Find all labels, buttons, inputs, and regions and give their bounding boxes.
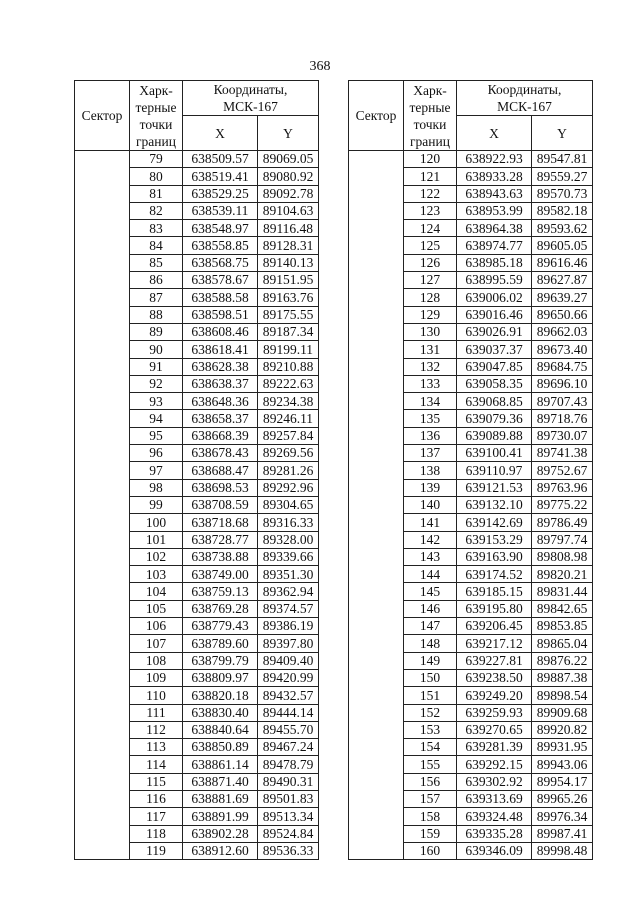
x-cell: 638830.40 bbox=[183, 704, 258, 721]
x-cell: 638799.79 bbox=[183, 652, 258, 669]
point-cell: 155 bbox=[404, 756, 457, 773]
point-cell: 96 bbox=[130, 445, 183, 462]
point-cell: 115 bbox=[130, 773, 183, 790]
point-cell: 140 bbox=[404, 496, 457, 513]
y-cell: 89175.55 bbox=[258, 306, 319, 323]
x-cell: 638509.57 bbox=[183, 151, 258, 168]
x-cell: 638820.18 bbox=[183, 687, 258, 704]
y-cell: 89444.14 bbox=[258, 704, 319, 721]
y-cell: 89455.70 bbox=[258, 721, 319, 738]
y-cell: 89593.62 bbox=[532, 220, 593, 237]
coords-header bbox=[183, 81, 319, 116]
point-cell: 136 bbox=[404, 427, 457, 444]
y-cell: 89920.82 bbox=[532, 721, 593, 738]
x-cell: 638638.37 bbox=[183, 375, 258, 392]
x-cell: 638608.46 bbox=[183, 323, 258, 340]
x-cell: 639270.65 bbox=[457, 721, 532, 738]
x-cell: 638588.58 bbox=[183, 289, 258, 306]
y-cell: 89786.49 bbox=[532, 514, 593, 531]
x-cell: 639174.52 bbox=[457, 566, 532, 583]
y-cell: 89362.94 bbox=[258, 583, 319, 600]
x-cell: 638519.41 bbox=[183, 168, 258, 185]
x-cell: 638568.75 bbox=[183, 254, 258, 271]
right-table-body bbox=[349, 151, 593, 860]
x-cell: 639249.20 bbox=[457, 687, 532, 704]
x-cell: 638678.43 bbox=[183, 445, 258, 462]
x-cell: 638769.28 bbox=[183, 600, 258, 617]
point-cell: 148 bbox=[404, 635, 457, 652]
x-cell: 638698.53 bbox=[183, 479, 258, 496]
point-cell: 149 bbox=[404, 652, 457, 669]
point-cell: 142 bbox=[404, 531, 457, 548]
y-cell: 89639.27 bbox=[532, 289, 593, 306]
x-cell: 639089.88 bbox=[457, 427, 532, 444]
x-cell: 638809.97 bbox=[183, 669, 258, 686]
point-cell: 138 bbox=[404, 462, 457, 479]
y-cell: 89269.56 bbox=[258, 445, 319, 462]
x-cell: 638749.00 bbox=[183, 566, 258, 583]
x-cell: 639142.69 bbox=[457, 514, 532, 531]
page-number: 368 bbox=[309, 59, 331, 74]
y-cell: 89386.19 bbox=[258, 618, 319, 635]
point-cell: 131 bbox=[404, 341, 457, 358]
y-cell: 89605.05 bbox=[532, 237, 593, 254]
point-cell: 119 bbox=[130, 842, 183, 859]
point-cell: 89 bbox=[130, 323, 183, 340]
point-cell: 107 bbox=[130, 635, 183, 652]
x-cell: 638871.40 bbox=[183, 773, 258, 790]
point-cell: 101 bbox=[130, 531, 183, 548]
table-row bbox=[75, 151, 319, 168]
point-cell: 85 bbox=[130, 254, 183, 271]
x-cell: 638648.36 bbox=[183, 393, 258, 410]
x-cell: 638789.60 bbox=[183, 635, 258, 652]
point-cell: 122 bbox=[404, 185, 457, 202]
y-cell: 89478.79 bbox=[258, 756, 319, 773]
y-cell: 89775.22 bbox=[532, 496, 593, 513]
x-cell: 639163.90 bbox=[457, 548, 532, 565]
y-cell: 89752.67 bbox=[532, 462, 593, 479]
y-cell: 89673.40 bbox=[532, 341, 593, 358]
x-cell: 638728.77 bbox=[183, 531, 258, 548]
y-cell: 89808.98 bbox=[532, 548, 593, 565]
x-cell: 639313.69 bbox=[457, 790, 532, 807]
point-cell: 127 bbox=[404, 272, 457, 289]
y-header: Y bbox=[532, 116, 593, 151]
point-cell: 114 bbox=[130, 756, 183, 773]
point-cell: 147 bbox=[404, 618, 457, 635]
point-cell: 159 bbox=[404, 825, 457, 842]
point-cell: 106 bbox=[130, 618, 183, 635]
point-cell: 102 bbox=[130, 548, 183, 565]
point-cell: 100 bbox=[130, 514, 183, 531]
x-cell: 638985.18 bbox=[457, 254, 532, 271]
y-cell: 89741.38 bbox=[532, 445, 593, 462]
x-cell: 639227.81 bbox=[457, 652, 532, 669]
x-header: X bbox=[183, 116, 258, 151]
x-cell: 639079.36 bbox=[457, 410, 532, 427]
point-cell: 90 bbox=[130, 341, 183, 358]
y-cell: 89432.57 bbox=[258, 687, 319, 704]
table-row bbox=[349, 151, 593, 168]
point-header bbox=[130, 81, 183, 151]
x-cell: 638708.59 bbox=[183, 496, 258, 513]
y-cell: 89696.10 bbox=[532, 375, 593, 392]
point-cell: 139 bbox=[404, 479, 457, 496]
point-cell: 146 bbox=[404, 600, 457, 617]
y-cell: 89616.46 bbox=[532, 254, 593, 271]
y-cell: 89853.85 bbox=[532, 618, 593, 635]
point-cell: 105 bbox=[130, 600, 183, 617]
y-cell: 89140.13 bbox=[258, 254, 319, 271]
point-cell: 153 bbox=[404, 721, 457, 738]
x-cell: 638618.41 bbox=[183, 341, 258, 358]
y-cell: 89559.27 bbox=[532, 168, 593, 185]
point-cell: 129 bbox=[404, 306, 457, 323]
x-cell: 638759.13 bbox=[183, 583, 258, 600]
x-cell: 639335.28 bbox=[457, 825, 532, 842]
y-cell: 89490.31 bbox=[258, 773, 319, 790]
y-cell: 89650.66 bbox=[532, 306, 593, 323]
sector-cell bbox=[75, 151, 130, 860]
sector-cell bbox=[349, 151, 404, 860]
point-cell: 144 bbox=[404, 566, 457, 583]
x-cell: 639292.15 bbox=[457, 756, 532, 773]
x-cell: 638964.38 bbox=[457, 220, 532, 237]
point-cell: 117 bbox=[130, 808, 183, 825]
point-cell: 130 bbox=[404, 323, 457, 340]
y-cell: 89328.00 bbox=[258, 531, 319, 548]
point-cell: 82 bbox=[130, 202, 183, 219]
point-cell: 150 bbox=[404, 669, 457, 686]
y-cell: 89820.21 bbox=[532, 566, 593, 583]
y-cell: 89397.80 bbox=[258, 635, 319, 652]
x-cell: 638891.99 bbox=[183, 808, 258, 825]
y-cell: 89409.40 bbox=[258, 652, 319, 669]
x-cell: 639026.91 bbox=[457, 323, 532, 340]
y-cell: 89246.11 bbox=[258, 410, 319, 427]
x-cell: 639185.15 bbox=[457, 583, 532, 600]
y-cell: 89339.66 bbox=[258, 548, 319, 565]
y-cell: 89151.95 bbox=[258, 272, 319, 289]
x-cell: 638953.99 bbox=[457, 202, 532, 219]
x-cell: 639006.02 bbox=[457, 289, 532, 306]
point-cell: 112 bbox=[130, 721, 183, 738]
y-cell: 89898.54 bbox=[532, 687, 593, 704]
y-cell: 89943.06 bbox=[532, 756, 593, 773]
y-cell: 89501.83 bbox=[258, 790, 319, 807]
point-header-line: Харк- bbox=[139, 82, 173, 98]
y-cell: 89987.41 bbox=[532, 825, 593, 842]
point-header-line: терные bbox=[135, 99, 177, 115]
y-cell: 89876.22 bbox=[532, 652, 593, 669]
x-cell: 638840.64 bbox=[183, 721, 258, 738]
x-cell: 638902.28 bbox=[183, 825, 258, 842]
x-cell: 639121.53 bbox=[457, 479, 532, 496]
x-cell: 639068.85 bbox=[457, 393, 532, 410]
point-cell: 141 bbox=[404, 514, 457, 531]
y-cell: 89954.17 bbox=[532, 773, 593, 790]
x-cell: 639206.45 bbox=[457, 618, 532, 635]
y-cell: 89547.81 bbox=[532, 151, 593, 168]
y-cell: 89718.76 bbox=[532, 410, 593, 427]
y-cell: 89684.75 bbox=[532, 358, 593, 375]
point-header-line: границ bbox=[410, 133, 450, 149]
point-cell: 103 bbox=[130, 566, 183, 583]
point-cell: 124 bbox=[404, 220, 457, 237]
point-cell: 98 bbox=[130, 479, 183, 496]
y-cell: 89931.95 bbox=[532, 739, 593, 756]
point-cell: 111 bbox=[130, 704, 183, 721]
y-cell: 89116.48 bbox=[258, 220, 319, 237]
point-cell: 92 bbox=[130, 375, 183, 392]
x-cell: 638943.63 bbox=[457, 185, 532, 202]
x-cell: 638548.97 bbox=[183, 220, 258, 237]
y-cell: 89316.33 bbox=[258, 514, 319, 531]
coords-header-line: Координаты, bbox=[213, 82, 288, 97]
x-cell: 639195.80 bbox=[457, 600, 532, 617]
x-cell: 638933.28 bbox=[457, 168, 532, 185]
y-cell: 89092.78 bbox=[258, 185, 319, 202]
x-cell: 638598.51 bbox=[183, 306, 258, 323]
x-cell: 638912.60 bbox=[183, 842, 258, 859]
y-cell: 89965.26 bbox=[532, 790, 593, 807]
y-cell: 89763.96 bbox=[532, 479, 593, 496]
point-cell: 80 bbox=[130, 168, 183, 185]
point-cell: 143 bbox=[404, 548, 457, 565]
y-cell: 89842.65 bbox=[532, 600, 593, 617]
point-cell: 132 bbox=[404, 358, 457, 375]
y-cell: 89797.74 bbox=[532, 531, 593, 548]
y-cell: 89865.04 bbox=[532, 635, 593, 652]
point-cell: 125 bbox=[404, 237, 457, 254]
y-header: Y bbox=[258, 116, 319, 151]
y-cell: 89222.63 bbox=[258, 375, 319, 392]
point-cell: 88 bbox=[130, 306, 183, 323]
point-cell: 158 bbox=[404, 808, 457, 825]
point-cell: 123 bbox=[404, 202, 457, 219]
point-cell: 134 bbox=[404, 393, 457, 410]
x-cell: 638658.37 bbox=[183, 410, 258, 427]
x-cell: 639100.41 bbox=[457, 445, 532, 462]
x-cell: 639047.85 bbox=[457, 358, 532, 375]
y-cell: 89707.43 bbox=[532, 393, 593, 410]
coords-header bbox=[457, 81, 593, 116]
sector-header: Сектор bbox=[349, 81, 404, 151]
coordinates-table-right bbox=[348, 80, 593, 860]
x-cell: 639324.48 bbox=[457, 808, 532, 825]
coords-header-line: Координаты, bbox=[487, 82, 562, 97]
x-cell: 639302.92 bbox=[457, 773, 532, 790]
x-cell: 638668.39 bbox=[183, 427, 258, 444]
point-cell: 104 bbox=[130, 583, 183, 600]
coords-header-line: МСК-167 bbox=[497, 99, 552, 114]
x-cell: 638850.89 bbox=[183, 739, 258, 756]
y-cell: 89292.96 bbox=[258, 479, 319, 496]
point-cell: 86 bbox=[130, 272, 183, 289]
y-cell: 89069.05 bbox=[258, 151, 319, 168]
x-cell: 638922.93 bbox=[457, 151, 532, 168]
point-header bbox=[404, 81, 457, 151]
x-cell: 639037.37 bbox=[457, 341, 532, 358]
point-cell: 151 bbox=[404, 687, 457, 704]
y-cell: 89909.68 bbox=[532, 704, 593, 721]
point-cell: 84 bbox=[130, 237, 183, 254]
y-cell: 89281.26 bbox=[258, 462, 319, 479]
y-cell: 89662.03 bbox=[532, 323, 593, 340]
x-cell: 638688.47 bbox=[183, 462, 258, 479]
x-cell: 639110.97 bbox=[457, 462, 532, 479]
y-cell: 89374.57 bbox=[258, 600, 319, 617]
x-cell: 639217.12 bbox=[457, 635, 532, 652]
y-cell: 89627.87 bbox=[532, 272, 593, 289]
point-cell: 120 bbox=[404, 151, 457, 168]
x-cell: 639153.29 bbox=[457, 531, 532, 548]
x-cell: 639016.46 bbox=[457, 306, 532, 323]
x-cell: 639058.35 bbox=[457, 375, 532, 392]
x-cell: 639346.09 bbox=[457, 842, 532, 859]
y-cell: 89730.07 bbox=[532, 427, 593, 444]
point-cell: 154 bbox=[404, 739, 457, 756]
x-cell: 638628.38 bbox=[183, 358, 258, 375]
point-cell: 110 bbox=[130, 687, 183, 704]
point-cell: 118 bbox=[130, 825, 183, 842]
point-cell: 135 bbox=[404, 410, 457, 427]
point-header-line: Харк- bbox=[413, 82, 447, 98]
point-cell: 121 bbox=[404, 168, 457, 185]
x-cell: 639281.39 bbox=[457, 739, 532, 756]
y-cell: 89210.88 bbox=[258, 358, 319, 375]
point-cell: 160 bbox=[404, 842, 457, 859]
point-cell: 99 bbox=[130, 496, 183, 513]
x-cell: 638995.59 bbox=[457, 272, 532, 289]
point-cell: 109 bbox=[130, 669, 183, 686]
coordinates-table-left bbox=[74, 80, 319, 860]
y-cell: 89080.92 bbox=[258, 168, 319, 185]
x-cell: 638529.25 bbox=[183, 185, 258, 202]
y-cell: 89536.33 bbox=[258, 842, 319, 859]
y-cell: 89998.48 bbox=[532, 842, 593, 859]
y-cell: 89887.38 bbox=[532, 669, 593, 686]
point-cell: 116 bbox=[130, 790, 183, 807]
point-cell: 126 bbox=[404, 254, 457, 271]
point-cell: 95 bbox=[130, 427, 183, 444]
y-cell: 89104.63 bbox=[258, 202, 319, 219]
point-cell: 93 bbox=[130, 393, 183, 410]
point-cell: 157 bbox=[404, 790, 457, 807]
point-cell: 91 bbox=[130, 358, 183, 375]
y-cell: 89467.24 bbox=[258, 739, 319, 756]
x-header: X bbox=[457, 116, 532, 151]
left-table-body bbox=[75, 151, 319, 860]
x-cell: 638578.67 bbox=[183, 272, 258, 289]
y-cell: 89524.84 bbox=[258, 825, 319, 842]
point-cell: 156 bbox=[404, 773, 457, 790]
x-cell: 638881.69 bbox=[183, 790, 258, 807]
y-cell: 89351.30 bbox=[258, 566, 319, 583]
x-cell: 638539.11 bbox=[183, 202, 258, 219]
y-cell: 89199.11 bbox=[258, 341, 319, 358]
point-cell: 108 bbox=[130, 652, 183, 669]
sector-header: Сектор bbox=[75, 81, 130, 151]
point-header-line: точки bbox=[413, 116, 447, 132]
point-cell: 94 bbox=[130, 410, 183, 427]
x-cell: 639238.50 bbox=[457, 669, 532, 686]
y-cell: 89570.73 bbox=[532, 185, 593, 202]
y-cell: 89976.34 bbox=[532, 808, 593, 825]
point-cell: 133 bbox=[404, 375, 457, 392]
y-cell: 89420.99 bbox=[258, 669, 319, 686]
y-cell: 89163.76 bbox=[258, 289, 319, 306]
x-cell: 638861.14 bbox=[183, 756, 258, 773]
point-cell: 79 bbox=[130, 151, 183, 168]
y-cell: 89831.44 bbox=[532, 583, 593, 600]
x-cell: 639259.93 bbox=[457, 704, 532, 721]
point-cell: 145 bbox=[404, 583, 457, 600]
x-cell: 639132.10 bbox=[457, 496, 532, 513]
point-cell: 87 bbox=[130, 289, 183, 306]
x-cell: 638779.43 bbox=[183, 618, 258, 635]
y-cell: 89304.65 bbox=[258, 496, 319, 513]
point-header-line: точки bbox=[139, 116, 173, 132]
x-cell: 638974.77 bbox=[457, 237, 532, 254]
y-cell: 89187.34 bbox=[258, 323, 319, 340]
y-cell: 89582.18 bbox=[532, 202, 593, 219]
point-cell: 113 bbox=[130, 739, 183, 756]
point-cell: 137 bbox=[404, 445, 457, 462]
y-cell: 89513.34 bbox=[258, 808, 319, 825]
point-cell: 83 bbox=[130, 220, 183, 237]
point-cell: 152 bbox=[404, 704, 457, 721]
x-cell: 638738.88 bbox=[183, 548, 258, 565]
point-cell: 81 bbox=[130, 185, 183, 202]
point-cell: 97 bbox=[130, 462, 183, 479]
x-cell: 638718.68 bbox=[183, 514, 258, 531]
y-cell: 89234.38 bbox=[258, 393, 319, 410]
y-cell: 89128.31 bbox=[258, 237, 319, 254]
coords-header-line: МСК-167 bbox=[223, 99, 278, 114]
point-header-line: терные bbox=[409, 99, 451, 115]
y-cell: 89257.84 bbox=[258, 427, 319, 444]
point-cell: 128 bbox=[404, 289, 457, 306]
x-cell: 638558.85 bbox=[183, 237, 258, 254]
point-header-line: границ bbox=[136, 133, 176, 149]
